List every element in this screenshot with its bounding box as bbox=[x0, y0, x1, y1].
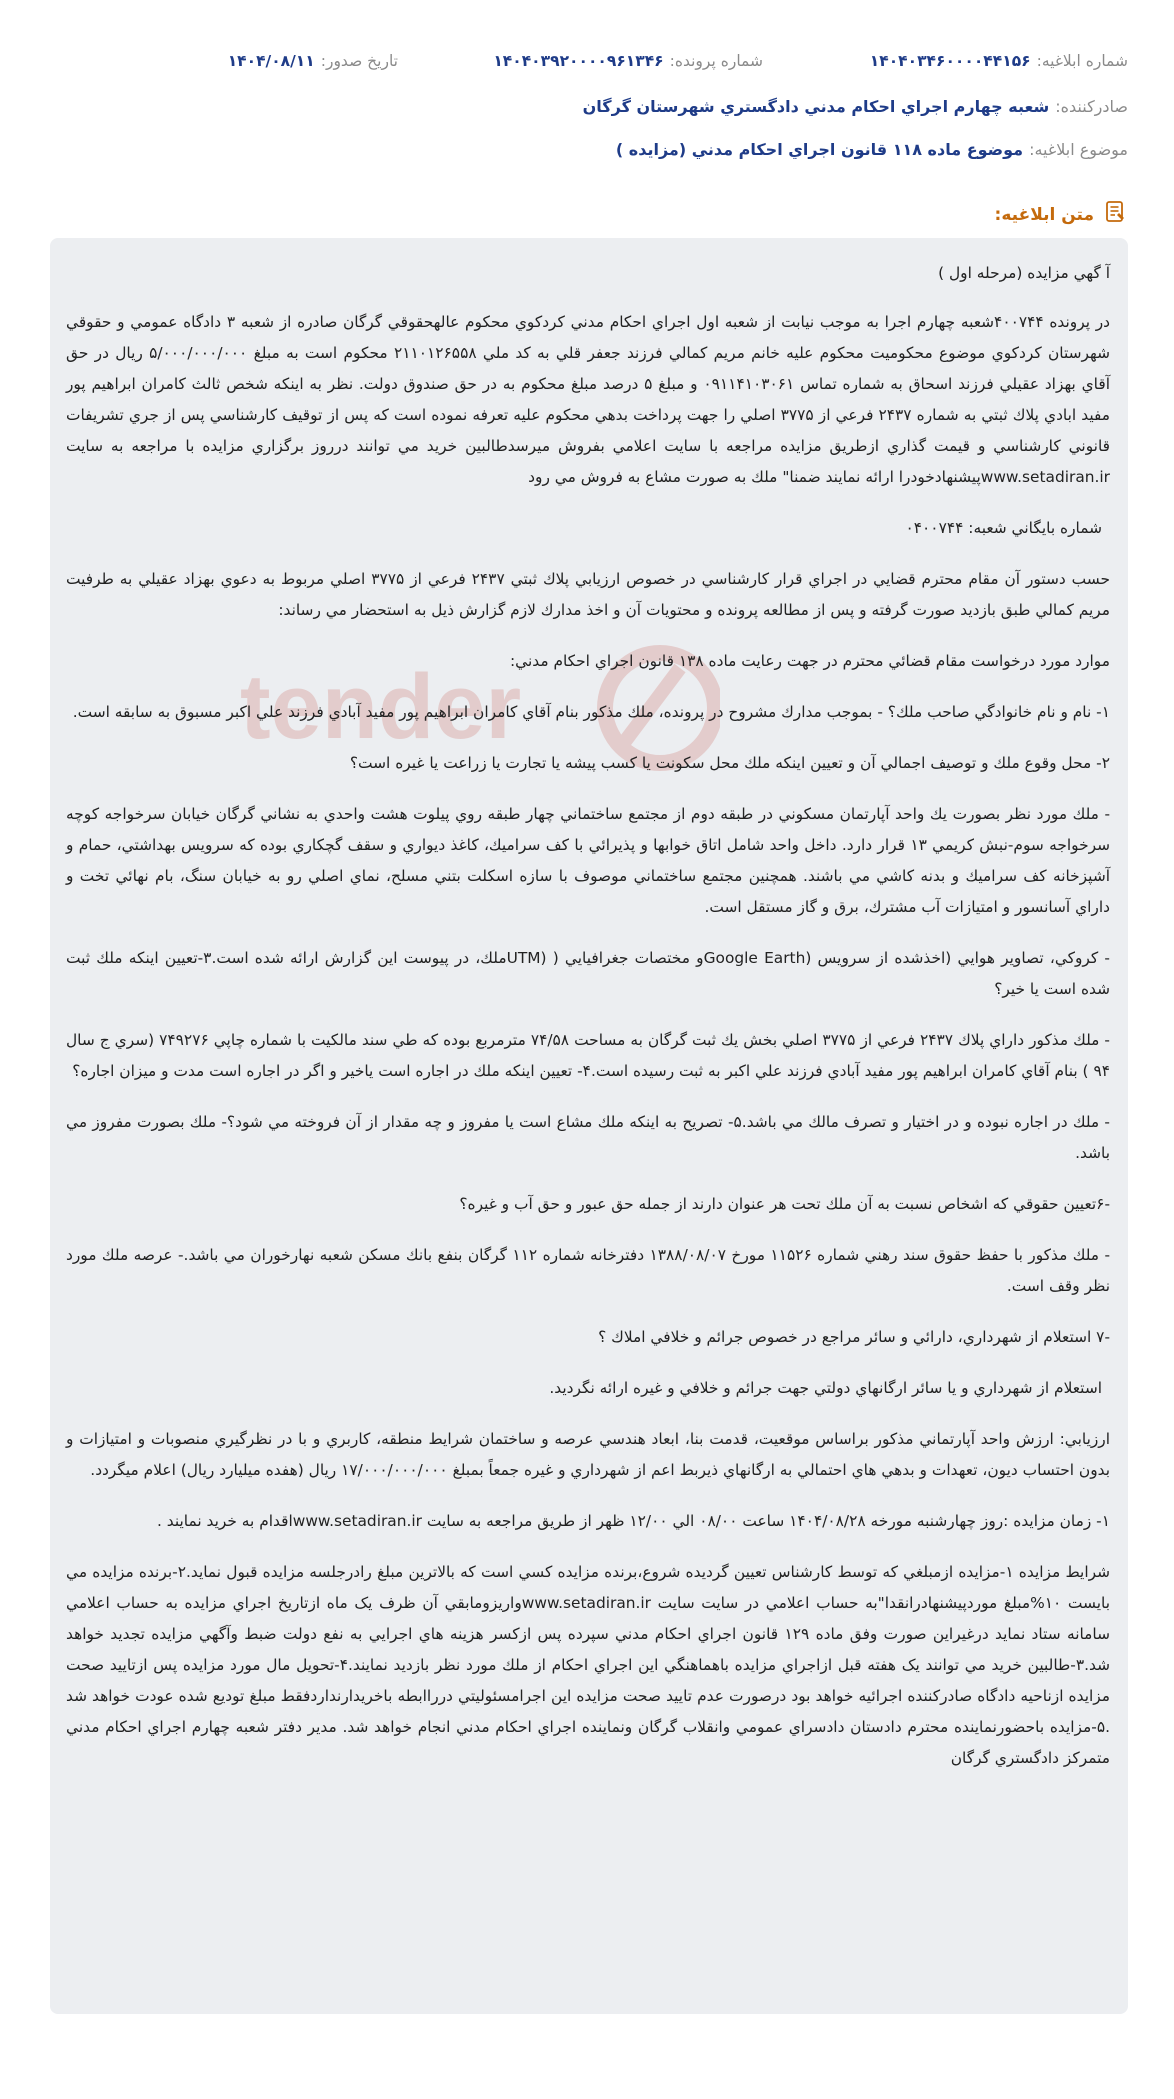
issuer bbox=[583, 97, 1128, 116]
section-title-label: متن ابلاغیه: bbox=[994, 204, 1094, 225]
case-number bbox=[493, 52, 763, 70]
body-paragraph: - كروكي، تصاوير هوايي (اخذشده از سرويس (Google Earthو مختصات جغرافيايي ( (UTMملك، در پيوست اين گزارش ارائه شده است.۳-تعيين اينكه ملك ثبت شده است يا خير؟ bbox=[66, 949, 1110, 998]
body-paragraph: موارد مورد درخواست مقام قضائي محترم در جهت رعايت ماده ۱۳۸ قانون اجراي احكام مدني: bbox=[509, 652, 1110, 670]
body-paragraph: ارزيابي: ارزش واحد آپارتماني مذكور براساس موقعيت، قدمت بنا، ابعاد هندسي عرصه و ساختمان شرايط منطقه، كاربري و با در نظرگيري منصوبات و امتيازات و بدون احتساب ديون، تعهدات و بدهي هاي احتمالي به ارگانهاي ذيربط اعم از شهرداري و غيره جمعاً بمبلغ ۱۷/۰۰۰/۰۰۰/۰۰۰ ريال (هفده ميليارد ريال) اعلام ميگردد. bbox=[66, 1430, 1110, 1479]
issuer-label: صادرکننده: bbox=[1055, 97, 1128, 116]
notice-body bbox=[66, 258, 1110, 1774]
issuer-value: شعبه چهارم اجراي احكام مدني دادگستري شهرستان گرگان bbox=[582, 97, 1050, 116]
body-paragraph: -۷ استعلام از شهرداري، دارائي و سائر مراجع در خصوص جرائم و خلافي املاك ؟ bbox=[598, 1328, 1110, 1346]
body-paragraph: - ملك مورد نظر بصورت يك واحد آپارتمان مسكوني در طبقه دوم از مجتمع ساختماني چهار طبقه روي پيلوت هشت واحدي به نشاني گرگان خيابان سرخواجه كوچه سرخواجه سوم-نبش كريمي ۱۳ قرار دارد. داخل واحد شامل اتاق خوابها و پذيرائي با كف سراميك، كاغذ ديواري و سقف گچكاري بوده كه سرويس بهداشتي، حمام و آشپزخانه كف سراميك و بدنه كاشي مي باشند. همچنين مجتمع ساختماني موصوف با سازه اسكلت بتني مسلح، نماي اصلي رو به خيابان سنگ، بام نهائي تخت و داراي آسانسور و امتيازات آب مشترك، برق و گاز مستقل است. bbox=[66, 805, 1110, 916]
body-paragraph: ۱- نام و نام خانوادگي صاحب ملك؟ - بموجب مدارك مشروح در پرونده، ملك مذكور بنام آقاي كامران ابراهيم پور مفيد آبادي فرزند علي اكبر مسبوق به سابقه است. bbox=[72, 703, 1110, 721]
body-paragraph: در پرونده ۴۰۰۷۴۴شعبه چهارم اجرا به موجب نيابت از شعبه اول اجراي احكام مدني كردكوي محكوم عالهحقوقي گرگان صادره از شعبه ۳ دادگاه عمومي و حقوقي شهرستان كردكوي موضوع محكوميت محكوم عليه خانم مريم كمالي فرزند جعفر قلي به كد ملي ۲۱۱۰۱۲۶۵۵۸ محكوم است به مبلغ ۵/۰۰۰/۰۰۰/۰۰۰ ريال در حق آقاي بهزاد عقيلي فرزند اسحاق به شماره تماس ۰۹۱۱۴۱۰۳۰۶۱ و مبلغ ۵ درصد مبلغ محكوم به در حق صندوق دولت. نظر به اينكه شخص ثالث كامران ابراهيم پور مفيد ابادي پلاك ثبتي به شماره ۲۴۳۷ فرعي از ۳۷۷۵ اصلي را جهت پرداخت بدهي محكوم عليه تعرفه نموده است كه پس از توقيف كارشناسي پس از جري تشريفات قانوني كارشناسي و قيمت گذاري ازطريق مزايده مراجعه با سايت اعلامي بفروش ميرسدطالبين خريد مي توانند درروز برگزاري مزايده با مراجعه به سايت www.setadiran.irپيشنهادخودرا ارائه نمايند ضمنا" ملك به صورت مشاع به فروش مي رود bbox=[66, 313, 1110, 486]
body-paragraph: استعلام از شهرداري و يا سائر ارگانهاي دولتي جهت جرائم و خلافي و غيره ارائه نگرديد. bbox=[549, 1379, 1102, 1397]
subject bbox=[616, 140, 1128, 159]
notice-body-box bbox=[50, 238, 1128, 2014]
body-paragraph: -۶تعيين حقوقي كه اشخاص نسبت به آن ملك تحت هر عنوان دارند از جمله حق عبور و حق آب و غيره؟ bbox=[459, 1195, 1110, 1213]
notice-number-label: شماره ابلاغیه: bbox=[1036, 52, 1128, 70]
body-paragraph: شرايط مزايده ۱-مزايده ازمبلغي كه توسط كارشناس تعيين گرديده شروع،برنده مزايده كسي است كه بالاترين مبلغ رادرجلسه مزايده قبول نمايد.۲-برنده مزايده مي بايست ۱۰%مبلغ موردپيشنهادرانقدا"به حساب اعلامي در سايت سايت www.setadiran.irواريزومابقي آن ظرف يک ماه ازتاريخ اجراي مزايده به حساب اعلامي سامانه ستاد نمايد درغيراين صورت وفق ماده ۱۲۹ قانون اجراي احكام مدني سپرده پس ازكسر هزينه هاي اجرايي به نفع دولت ضبط وآگهي مزايده تجديد خواهد شد.۳-طالبين خريد مي توانند يک هفته قبل ازاجراي مزايده باهماهنگي اين اجراي احكام از ملك مورد نظر بازديد نمايند.۴-تحويل مال مورد مزايده پس ازتاييد صحت مزايده ازناحيه دادگاه صادركننده اجرائيه خواهد بود درصورت عدم تاييد صحت مزايده اين اجرامسئوليتي درراابطه باخريدارنداردفقط مبلغ توديع شده عودت خواهد شد .۵-مزايده باحضورنماينده محترم دادستان دادسراي عمومي وانقلاب گرگان ونماينده اجراي احكام مدني انجام خواهد شد. مدير دفتر شعبه چهارم اجراي احكام مدني متمركز دادگستري گرگان bbox=[66, 1563, 1110, 1767]
section-title bbox=[995, 199, 1128, 230]
issue-date bbox=[228, 52, 398, 70]
case-number-label: شماره پرونده: bbox=[669, 52, 763, 70]
body-paragraph: ۲- محل وقوع ملك و توصيف اجمالي آن و تعيين اينكه ملك محل سكونت يا كسب پيشه يا تجارت يا زراعت يا غيره است؟ bbox=[349, 754, 1110, 772]
notice-header bbox=[0, 0, 1174, 230]
issue-date-label: تاریخ صدور: bbox=[320, 52, 398, 70]
notice-number bbox=[870, 52, 1128, 70]
body-paragraph: - ملك مذكور داراي پلاك ۲۴۳۷ فرعي از ۳۷۷۵ اصلي بخش يك ثبت گرگان به مساحت ۷۴/۵۸ مترمربع بوده كه طي سند مالكيت با شماره چاپي ۷۴۹۲۷۶ (سري ج سال ۹۴ ) بنام آقاي كامران ابراهيم پور مفيد آبادي فرزند علي اكبر به ثبت رسيده است.۴- تعيين اينكه ملك در اجاره است ياخير و اگر در اجاره است مدت و ميزان اجاره؟ bbox=[66, 1031, 1110, 1080]
subject-value: موضوع ماده ۱۱۸ قانون اجراي احكام مدني (مزايده ) bbox=[615, 140, 1024, 159]
issue-date-value: ۱۴۰۴/۰۸/۱۱ bbox=[227, 52, 315, 70]
body-paragraph: آ گهي مزايده (مرحله اول ) bbox=[938, 264, 1110, 282]
document-text-icon bbox=[1102, 199, 1128, 230]
body-paragraph: شماره بايگاني شعبه: ۰۴۰۰۷۴۴ bbox=[905, 519, 1102, 537]
case-number-value: ۱۴۰۴۰۳۹۲۰۰۰۰۹۶۱۳۴۶ bbox=[493, 52, 664, 70]
watermark-text: tender bbox=[240, 656, 522, 758]
body-paragraph: حسب دستور آن مقام محترم قضايي در اجراي قرار كارشناسي در خصوص ارزيابي پلاك ثبتي ۲۴۳۷ فرعي از ۳۷۷۵ اصلي مربوط به دعوي بهزاد عقيلي به طرفيت مريم كمالي طبق بازديد صورت گرفته و پس از مطالعه پرونده و محتويات آن و اخذ مدارك لازم گزارش ذيل به استحضار مي رساند: bbox=[66, 570, 1111, 619]
subject-label: موضوع ابلاغیه: bbox=[1029, 140, 1128, 159]
body-paragraph: - ملك مذكور با حفظ حقوق سند رهني شماره ۱۱۵۲۶ مورخ ۱۳۸۸/۰۸/۰۷ دفترخانه شماره ۱۱۲ گرگان بنفع بانك مسكن شعبه نهارخوران مي باشد.- عرصه ملك مورد نظر وقف است. bbox=[66, 1246, 1111, 1295]
body-paragraph: - ملك در اجاره نبوده و در اختيار و تصرف مالك مي باشد.۵- تصريح به اينكه ملك مشاع است يا مفروز و چه مقدار از آن فروخته مي شود؟- ملك بصورت مفروز مي باشد. bbox=[66, 1113, 1110, 1162]
notice-number-value: ۱۴۰۴۰۳۴۶۰۰۰۰۴۴۱۵۶ bbox=[869, 52, 1031, 70]
body-paragraph: ۱- زمان مزايده :روز چهارشنبه مورخه ۱۴۰۴/۰۸/۲۸ ساعت ۰۸/۰۰ الي ۱۲/۰۰ ظهر از طريق مراجعه به سايت www.setadiran.irاقدام به خريد نمايند . bbox=[156, 1512, 1110, 1530]
